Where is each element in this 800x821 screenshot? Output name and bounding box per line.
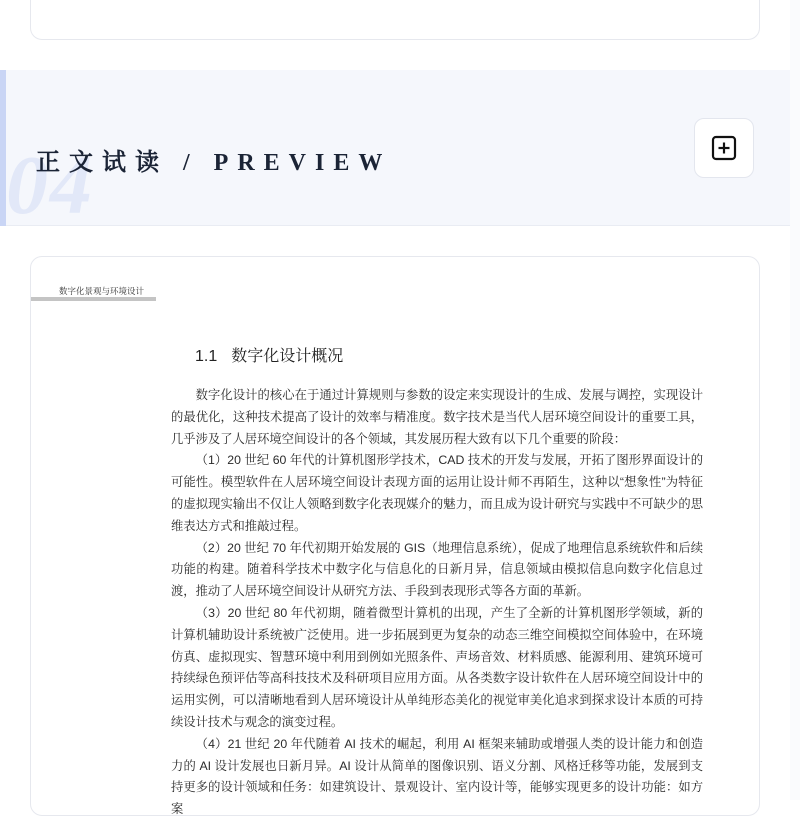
expand-preview-button[interactable] [694, 118, 754, 178]
plus-square-icon [711, 135, 737, 161]
body-paragraph: （4）21 世纪 20 年代随着 AI 技术的崛起，利用 AI 框架来辅助或增强人类的设计能力和创造力的 AI 设计发展也日新月异。AI 设计从简单的图像识别、语义分割、风格迁移等功能，发展到支持更多的设计领域和任务：如建筑设计、景观设计、室内设计等，能够实现更多的设计功能：如方案 [171, 736, 703, 817]
previous-section-card [30, 0, 760, 40]
body-paragraph: （2）20 世纪 70 年代初期开始发展的 GIS（地理信息系统），促成了地理信息系统软件和后续功能的构建。随着科学技术中数字化与信息化的日新月异，信息领域由模拟信息向数字化信息过渡，推动了人居环境空间设计从研究方法、手段到表现形式等各方面的革新。 [171, 540, 703, 599]
page-scroll-gutter [790, 0, 800, 800]
body-paragraph: （3）20 世纪 80 年代初期，随着微型计算机的出现，产生了全新的计算机图形学领域，新的计算机辅助设计系统被广泛使用。进一步拓展到更为复杂的动态三维空间模拟空间体验中，在环境仿真、虚拟现实、智慧环境中利用到例如光照条件、声场音效、材料质感、能源利用、建筑环境可持续绿色预评估等高科技技术及科研项目应用方面。从各类数字设计软件在人居环境空间设计中的运用实例，可以清晰地看到人居环境设计从单纯形态美化的视觉审美化追求到探求设计本质的可持续设计技术与观念的演变过程。 [171, 605, 703, 729]
document-heading [195, 343, 343, 366]
heading-number: 1.1 [195, 348, 218, 365]
document-body [171, 385, 703, 821]
heading-title: 数字化设计概况 [231, 348, 344, 365]
section-title: 正文试读 / PREVIEW [36, 150, 392, 176]
running-header: 数字化景观与环境设计 [59, 286, 145, 296]
section-header-band [0, 70, 790, 232]
document-preview-page [30, 256, 760, 816]
body-paragraph: 数字化设计的核心在于通过计算规则与参数的设定来实现设计的生成、发展与调控，实现设计的最优化，这种技术提高了设计的效率与精准度。数字技术是当代人居环境空间设计的重要工具，几乎涉及了人居环境空间设计的各个领域，其发展历程大致有以下几个重要的阶段： [171, 388, 703, 446]
body-paragraph: （1）20 世纪 60 年代的计算机图形学技术，CAD 技术的开发与发展，开拓了图形界面设计的可能性。模型软件在人居环境空间设计表现方面的运用让设计师不再陌生，这种以“想象性”为特征的虚拟现实输出不仅让人领略到数字化表现媒介的魅力，而且成为设计研究与实践中不可缺少的思维表达方式和推敲过程。 [171, 453, 703, 533]
running-header-bar [31, 297, 156, 301]
section-number-watermark: 04 [6, 139, 94, 232]
